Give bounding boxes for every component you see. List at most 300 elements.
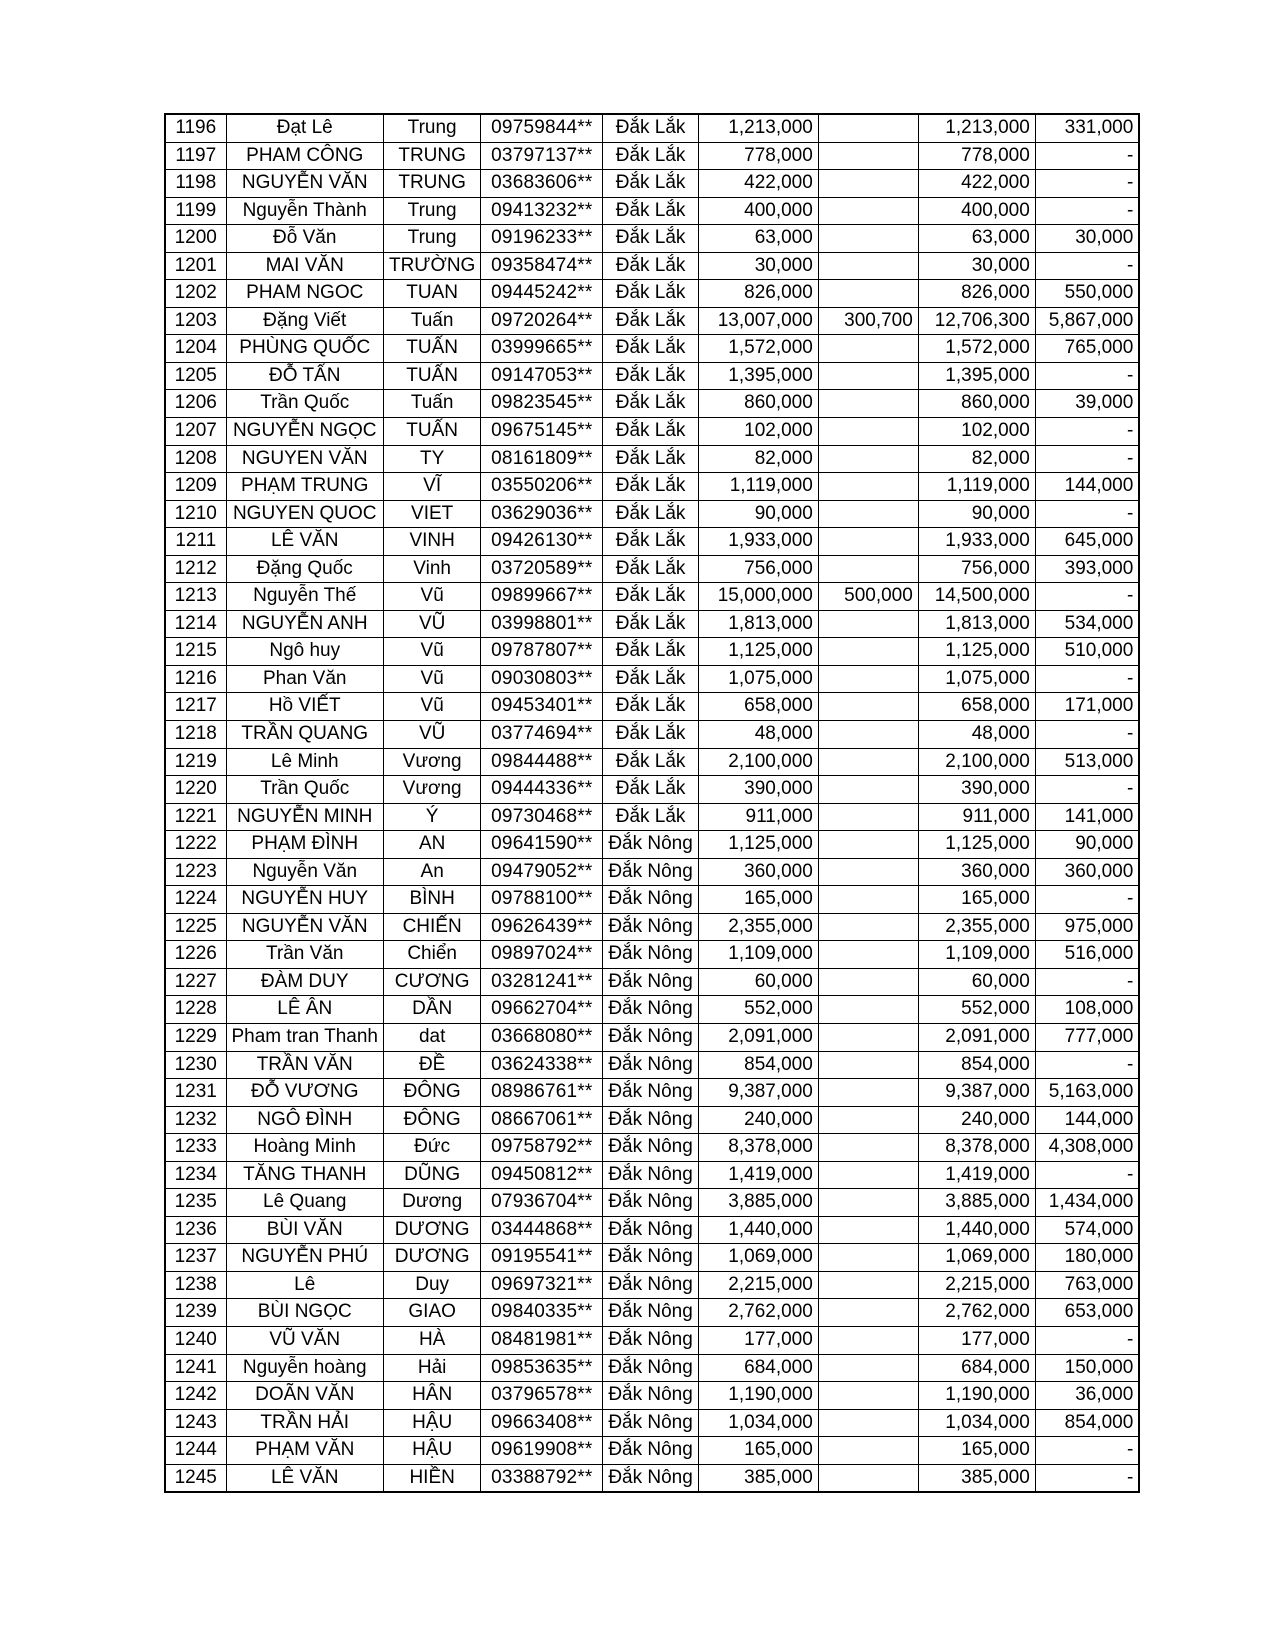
province-cell: Đắk Lắk — [603, 252, 699, 280]
row-number-cell: 1215 — [165, 638, 226, 666]
table-row — [165, 280, 1139, 308]
last-amount-cell: 854,000 — [1035, 1409, 1139, 1437]
row-number-cell: 1241 — [165, 1354, 226, 1382]
surname-cell: LÊ VĂN — [226, 528, 383, 556]
last-amount-cell: - — [1035, 170, 1139, 198]
phone-cell: 03797137** — [481, 142, 603, 170]
given-name-cell: VINH — [383, 528, 480, 556]
surname-cell: PHẠM VĂN — [226, 1437, 383, 1465]
deduction-cell — [818, 693, 918, 721]
given-name-cell: An — [383, 858, 480, 886]
table-row — [165, 335, 1139, 363]
row-number-cell: 1216 — [165, 665, 226, 693]
deduction-cell — [818, 1079, 918, 1107]
row-number-cell: 1219 — [165, 748, 226, 776]
given-name-cell: HẬU — [383, 1409, 480, 1437]
surname-cell: VŨ VĂN — [226, 1327, 383, 1355]
net-amount-cell: 1,213,000 — [918, 114, 1035, 142]
phone-cell: 09030803** — [481, 665, 603, 693]
deduction-cell — [818, 638, 918, 666]
deduction-cell — [818, 1271, 918, 1299]
phone-cell: 09479052** — [481, 858, 603, 886]
table-row — [165, 693, 1139, 721]
net-amount-cell: 756,000 — [918, 555, 1035, 583]
amount-cell: 1,125,000 — [698, 638, 818, 666]
phone-cell: 08986761** — [481, 1079, 603, 1107]
net-amount-cell: 9,387,000 — [918, 1079, 1035, 1107]
net-amount-cell: 1,395,000 — [918, 362, 1035, 390]
net-amount-cell: 1,572,000 — [918, 335, 1035, 363]
province-cell: Đắk Nông — [603, 1244, 699, 1272]
deduction-cell — [818, 252, 918, 280]
row-number-cell: 1203 — [165, 307, 226, 335]
row-number-cell: 1233 — [165, 1134, 226, 1162]
surname-cell: LÊ VĂN — [226, 1464, 383, 1492]
last-amount-cell: 180,000 — [1035, 1244, 1139, 1272]
given-name-cell: TUẤN — [383, 335, 480, 363]
last-amount-cell: 574,000 — [1035, 1216, 1139, 1244]
net-amount-cell: 854,000 — [918, 1051, 1035, 1079]
surname-cell: NGUYỄN VĂN — [226, 913, 383, 941]
phone-cell: 09759844** — [481, 114, 603, 142]
surname-cell: BÙI VĂN — [226, 1216, 383, 1244]
phone-cell: 09444336** — [481, 776, 603, 804]
amount-cell: 48,000 — [698, 720, 818, 748]
last-amount-cell: 90,000 — [1035, 831, 1139, 859]
surname-cell: Lê Minh — [226, 748, 383, 776]
net-amount-cell: 2,091,000 — [918, 1024, 1035, 1052]
deduction-cell — [818, 1161, 918, 1189]
row-number-cell: 1245 — [165, 1464, 226, 1492]
surname-cell: Nguyễn Thế — [226, 583, 383, 611]
given-name-cell: HÂN — [383, 1382, 480, 1410]
net-amount-cell: 552,000 — [918, 996, 1035, 1024]
deduction-cell — [818, 417, 918, 445]
deduction-cell — [818, 913, 918, 941]
given-name-cell: ĐÔNG — [383, 1079, 480, 1107]
net-amount-cell: 860,000 — [918, 390, 1035, 418]
last-amount-cell: 150,000 — [1035, 1354, 1139, 1382]
amount-cell: 165,000 — [698, 886, 818, 914]
net-amount-cell: 63,000 — [918, 225, 1035, 253]
row-number-cell: 1234 — [165, 1161, 226, 1189]
phone-cell: 09720264** — [481, 307, 603, 335]
amount-cell: 1,034,000 — [698, 1409, 818, 1437]
province-cell: Đắk Nông — [603, 968, 699, 996]
row-number-cell: 1237 — [165, 1244, 226, 1272]
amount-cell: 2,100,000 — [698, 748, 818, 776]
given-name-cell: HIỀN — [383, 1464, 480, 1492]
phone-cell: 03388792** — [481, 1464, 603, 1492]
net-amount-cell: 8,378,000 — [918, 1134, 1035, 1162]
deduction-cell — [818, 1409, 918, 1437]
net-amount-cell: 1,034,000 — [918, 1409, 1035, 1437]
phone-cell: 09663408** — [481, 1409, 603, 1437]
net-amount-cell: 1,440,000 — [918, 1216, 1035, 1244]
net-amount-cell: 826,000 — [918, 280, 1035, 308]
phone-cell: 08161809** — [481, 445, 603, 473]
row-number-cell: 1217 — [165, 693, 226, 721]
row-number-cell: 1227 — [165, 968, 226, 996]
deduction-cell — [818, 1464, 918, 1492]
given-name-cell: GIAO — [383, 1299, 480, 1327]
surname-cell: Đỗ Văn — [226, 225, 383, 253]
row-number-cell: 1209 — [165, 473, 226, 501]
deduction-cell — [818, 362, 918, 390]
deduction-cell — [818, 1051, 918, 1079]
phone-cell: 09641590** — [481, 831, 603, 859]
net-amount-cell: 2,762,000 — [918, 1299, 1035, 1327]
province-cell: Đắk Nông — [603, 1024, 699, 1052]
province-cell: Đắk Nông — [603, 1464, 699, 1492]
given-name-cell: DẦN — [383, 996, 480, 1024]
table-row — [165, 1024, 1139, 1052]
given-name-cell: TY — [383, 445, 480, 473]
surname-cell: LÊ ÂN — [226, 996, 383, 1024]
table-row — [165, 114, 1139, 142]
province-cell: Đắk Lắk — [603, 142, 699, 170]
surname-cell: PHÙNG QUỐC — [226, 335, 383, 363]
row-number-cell: 1222 — [165, 831, 226, 859]
phone-cell: 09853635** — [481, 1354, 603, 1382]
table-row — [165, 1271, 1139, 1299]
surname-cell: MAI VĂN — [226, 252, 383, 280]
row-number-cell: 1197 — [165, 142, 226, 170]
phone-cell: 09195541** — [481, 1244, 603, 1272]
given-name-cell: Tuấn — [383, 390, 480, 418]
given-name-cell: Vinh — [383, 555, 480, 583]
given-name-cell: Trung — [383, 114, 480, 142]
given-name-cell: TUAN — [383, 280, 480, 308]
province-cell: Đắk Lắk — [603, 473, 699, 501]
province-cell: Đắk Lắk — [603, 720, 699, 748]
row-number-cell: 1208 — [165, 445, 226, 473]
province-cell: Đắk Lắk — [603, 803, 699, 831]
row-number-cell: 1239 — [165, 1299, 226, 1327]
phone-cell: 09823545** — [481, 390, 603, 418]
phone-cell: 09453401** — [481, 693, 603, 721]
given-name-cell: BÌNH — [383, 886, 480, 914]
deduction-cell — [818, 1354, 918, 1382]
net-amount-cell: 60,000 — [918, 968, 1035, 996]
table-row — [165, 1189, 1139, 1217]
given-name-cell: Vũ — [383, 665, 480, 693]
deduction-cell — [818, 748, 918, 776]
deduction-cell — [818, 1189, 918, 1217]
row-number-cell: 1214 — [165, 610, 226, 638]
deduction-cell — [818, 720, 918, 748]
row-number-cell: 1229 — [165, 1024, 226, 1052]
amount-cell: 1,109,000 — [698, 941, 818, 969]
net-amount-cell: 177,000 — [918, 1327, 1035, 1355]
amount-cell: 1,119,000 — [698, 473, 818, 501]
row-number-cell: 1244 — [165, 1437, 226, 1465]
given-name-cell: Vũ — [383, 693, 480, 721]
amount-cell: 1,190,000 — [698, 1382, 818, 1410]
province-cell: Đắk Lắk — [603, 748, 699, 776]
table-row — [165, 1464, 1139, 1492]
table-row — [165, 1216, 1139, 1244]
province-cell: Đắk Lắk — [603, 693, 699, 721]
net-amount-cell: 1,125,000 — [918, 831, 1035, 859]
province-cell: Đắk Lắk — [603, 610, 699, 638]
table-row — [165, 638, 1139, 666]
province-cell: Đắk Nông — [603, 1216, 699, 1244]
deduction-cell — [818, 803, 918, 831]
phone-cell: 09787807** — [481, 638, 603, 666]
amount-cell: 3,885,000 — [698, 1189, 818, 1217]
last-amount-cell: - — [1035, 197, 1139, 225]
given-name-cell: Đức — [383, 1134, 480, 1162]
table-row — [165, 941, 1139, 969]
phone-cell: 09426130** — [481, 528, 603, 556]
last-amount-cell: - — [1035, 1161, 1139, 1189]
amount-cell: 1,213,000 — [698, 114, 818, 142]
province-cell: Đắk Nông — [603, 1079, 699, 1107]
table-row — [165, 968, 1139, 996]
given-name-cell: VIET — [383, 500, 480, 528]
last-amount-cell: - — [1035, 1051, 1139, 1079]
net-amount-cell: 400,000 — [918, 197, 1035, 225]
deduction-cell — [818, 996, 918, 1024]
net-amount-cell: 385,000 — [918, 1464, 1035, 1492]
net-amount-cell: 1,933,000 — [918, 528, 1035, 556]
net-amount-cell: 1,109,000 — [918, 941, 1035, 969]
last-amount-cell: 5,867,000 — [1035, 307, 1139, 335]
table-row — [165, 225, 1139, 253]
phone-cell: 09413232** — [481, 197, 603, 225]
table-row — [165, 886, 1139, 914]
surname-cell: PHAM CÔNG — [226, 142, 383, 170]
phone-cell: 09897024** — [481, 941, 603, 969]
table-row — [165, 610, 1139, 638]
net-amount-cell: 422,000 — [918, 170, 1035, 198]
last-amount-cell: 777,000 — [1035, 1024, 1139, 1052]
given-name-cell: VĨ — [383, 473, 480, 501]
given-name-cell: DƯƠNG — [383, 1244, 480, 1272]
province-cell: Đắk Nông — [603, 1354, 699, 1382]
province-cell: Đắk Lắk — [603, 445, 699, 473]
given-name-cell: Vương — [383, 748, 480, 776]
net-amount-cell: 82,000 — [918, 445, 1035, 473]
deduction-cell: 300,700 — [818, 307, 918, 335]
surname-cell: PHẠM TRUNG — [226, 473, 383, 501]
amount-cell: 385,000 — [698, 1464, 818, 1492]
table-row — [165, 858, 1139, 886]
deduction-cell — [818, 886, 918, 914]
data-table — [164, 113, 1140, 1493]
last-amount-cell: 393,000 — [1035, 555, 1139, 583]
last-amount-cell: 331,000 — [1035, 114, 1139, 142]
row-number-cell: 1221 — [165, 803, 226, 831]
deduction-cell — [818, 968, 918, 996]
table-row — [165, 1134, 1139, 1162]
province-cell: Đắk Nông — [603, 886, 699, 914]
row-number-cell: 1243 — [165, 1409, 226, 1437]
amount-cell: 90,000 — [698, 500, 818, 528]
amount-cell: 422,000 — [698, 170, 818, 198]
table-row — [165, 1106, 1139, 1134]
surname-cell: Nguyễn Văn — [226, 858, 383, 886]
surname-cell: BÙI NGỌC — [226, 1299, 383, 1327]
surname-cell: Trần Quốc — [226, 390, 383, 418]
province-cell: Đắk Lắk — [603, 417, 699, 445]
net-amount-cell: 1,069,000 — [918, 1244, 1035, 1272]
phone-cell: 03624338** — [481, 1051, 603, 1079]
province-cell: Đắk Lắk — [603, 170, 699, 198]
deduction-cell — [818, 528, 918, 556]
table-row — [165, 748, 1139, 776]
row-number-cell: 1235 — [165, 1189, 226, 1217]
province-cell: Đắk Lắk — [603, 335, 699, 363]
last-amount-cell: 975,000 — [1035, 913, 1139, 941]
province-cell: Đắk Lắk — [603, 197, 699, 225]
given-name-cell: VŨ — [383, 720, 480, 748]
amount-cell: 15,000,000 — [698, 583, 818, 611]
last-amount-cell: 513,000 — [1035, 748, 1139, 776]
net-amount-cell: 1,190,000 — [918, 1382, 1035, 1410]
surname-cell: NGUYEN QUOC — [226, 500, 383, 528]
table-row — [165, 362, 1139, 390]
table-row — [165, 831, 1139, 859]
table-row — [165, 1409, 1139, 1437]
phone-cell: 09445242** — [481, 280, 603, 308]
row-number-cell: 1220 — [165, 776, 226, 804]
net-amount-cell: 684,000 — [918, 1354, 1035, 1382]
surname-cell: NGUYỄN VĂN — [226, 170, 383, 198]
last-amount-cell: - — [1035, 968, 1139, 996]
net-amount-cell: 778,000 — [918, 142, 1035, 170]
deduction-cell — [818, 776, 918, 804]
phone-cell: 07936704** — [481, 1189, 603, 1217]
deduction-cell — [818, 1299, 918, 1327]
surname-cell: Lê — [226, 1271, 383, 1299]
table-row — [165, 170, 1139, 198]
net-amount-cell: 12,706,300 — [918, 307, 1035, 335]
province-cell: Đắk Nông — [603, 941, 699, 969]
phone-cell: 09196233** — [481, 225, 603, 253]
province-cell: Đắk Lắk — [603, 114, 699, 142]
given-name-cell: HÀ — [383, 1327, 480, 1355]
last-amount-cell: - — [1035, 142, 1139, 170]
province-cell: Đắk Nông — [603, 1327, 699, 1355]
phone-cell: 09450812** — [481, 1161, 603, 1189]
last-amount-cell: 763,000 — [1035, 1271, 1139, 1299]
net-amount-cell: 240,000 — [918, 1106, 1035, 1134]
deduction-cell — [818, 1024, 918, 1052]
surname-cell: NGUYỄN PHÚ — [226, 1244, 383, 1272]
amount-cell: 82,000 — [698, 445, 818, 473]
surname-cell: NGUYỄN ANH — [226, 610, 383, 638]
province-cell: Đắk Lắk — [603, 390, 699, 418]
surname-cell: TRẦN VĂN — [226, 1051, 383, 1079]
table-row — [165, 1382, 1139, 1410]
given-name-cell: Vương — [383, 776, 480, 804]
net-amount-cell: 1,813,000 — [918, 610, 1035, 638]
row-number-cell: 1232 — [165, 1106, 226, 1134]
phone-cell: 09662704** — [481, 996, 603, 1024]
last-amount-cell: - — [1035, 776, 1139, 804]
deduction-cell — [818, 170, 918, 198]
province-cell: Đắk Nông — [603, 831, 699, 859]
table-row — [165, 720, 1139, 748]
surname-cell: Ngô huy — [226, 638, 383, 666]
deduction-cell — [818, 1134, 918, 1162]
last-amount-cell: 141,000 — [1035, 803, 1139, 831]
deduction-cell — [818, 142, 918, 170]
phone-cell: 09675145** — [481, 417, 603, 445]
deduction-cell — [818, 1437, 918, 1465]
net-amount-cell: 1,075,000 — [918, 665, 1035, 693]
phone-cell: 03629036** — [481, 500, 603, 528]
surname-cell: Trần Văn — [226, 941, 383, 969]
last-amount-cell: 534,000 — [1035, 610, 1139, 638]
row-number-cell: 1224 — [165, 886, 226, 914]
deduction-cell — [818, 335, 918, 363]
phone-cell: 08481981** — [481, 1327, 603, 1355]
row-number-cell: 1231 — [165, 1079, 226, 1107]
last-amount-cell: 144,000 — [1035, 1106, 1139, 1134]
last-amount-cell: - — [1035, 445, 1139, 473]
amount-cell: 1,440,000 — [698, 1216, 818, 1244]
row-number-cell: 1213 — [165, 583, 226, 611]
surname-cell: NGÔ ĐÌNH — [226, 1106, 383, 1134]
given-name-cell: TUẤN — [383, 362, 480, 390]
row-number-cell: 1238 — [165, 1271, 226, 1299]
amount-cell: 9,387,000 — [698, 1079, 818, 1107]
amount-cell: 684,000 — [698, 1354, 818, 1382]
last-amount-cell: 171,000 — [1035, 693, 1139, 721]
row-number-cell: 1211 — [165, 528, 226, 556]
amount-cell: 60,000 — [698, 968, 818, 996]
amount-cell: 2,091,000 — [698, 1024, 818, 1052]
amount-cell: 1,069,000 — [698, 1244, 818, 1272]
deduction-cell — [818, 197, 918, 225]
net-amount-cell: 102,000 — [918, 417, 1035, 445]
surname-cell: Phan Văn — [226, 665, 383, 693]
phone-cell: 09147053** — [481, 362, 603, 390]
row-number-cell: 1199 — [165, 197, 226, 225]
row-number-cell: 1228 — [165, 996, 226, 1024]
surname-cell: ĐÀM DUY — [226, 968, 383, 996]
row-number-cell: 1207 — [165, 417, 226, 445]
last-amount-cell: - — [1035, 252, 1139, 280]
row-number-cell: 1236 — [165, 1216, 226, 1244]
surname-cell: TRẦN QUANG — [226, 720, 383, 748]
last-amount-cell: 108,000 — [1035, 996, 1139, 1024]
amount-cell: 1,933,000 — [698, 528, 818, 556]
net-amount-cell: 360,000 — [918, 858, 1035, 886]
table-row — [165, 142, 1139, 170]
amount-cell: 2,215,000 — [698, 1271, 818, 1299]
last-amount-cell: - — [1035, 886, 1139, 914]
surname-cell: NGUYEN VĂN — [226, 445, 383, 473]
province-cell: Đắk Nông — [603, 1106, 699, 1134]
amount-cell: 240,000 — [698, 1106, 818, 1134]
row-number-cell: 1230 — [165, 1051, 226, 1079]
deduction-cell — [818, 1106, 918, 1134]
province-cell: Đắk Nông — [603, 1409, 699, 1437]
row-number-cell: 1198 — [165, 170, 226, 198]
given-name-cell: TRƯỜNG — [383, 252, 480, 280]
table-row — [165, 1161, 1139, 1189]
amount-cell: 177,000 — [698, 1327, 818, 1355]
amount-cell: 30,000 — [698, 252, 818, 280]
given-name-cell: HẬU — [383, 1437, 480, 1465]
amount-cell: 1,125,000 — [698, 831, 818, 859]
amount-cell: 1,419,000 — [698, 1161, 818, 1189]
province-cell: Đắk Nông — [603, 858, 699, 886]
